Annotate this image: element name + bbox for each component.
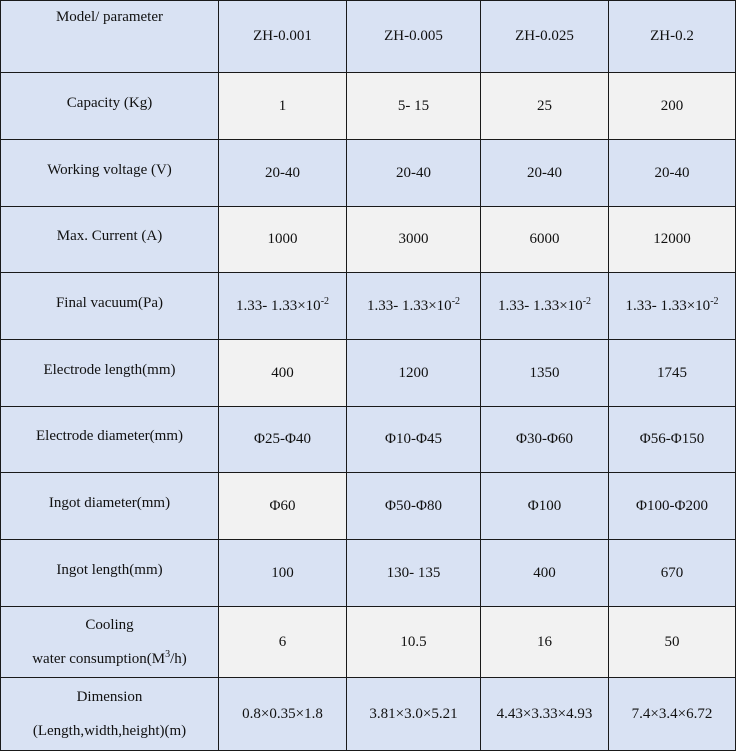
- cell-value: 4.43×3.33×4.93: [496, 705, 593, 722]
- row-label-line1: Dimension: [76, 689, 143, 705]
- row-label: Electrode diameter(mm): [35, 428, 183, 444]
- exponent: -2: [582, 295, 592, 307]
- model-name: ZH-0.005: [384, 28, 443, 44]
- cell-value: 3000: [398, 231, 429, 247]
- exponent: -2: [451, 295, 461, 307]
- value-cell: [481, 473, 609, 540]
- header-model-cell: [219, 1, 347, 73]
- row-label-line1: Cooling: [85, 617, 134, 633]
- cell-value: 20-40: [396, 164, 431, 181]
- cell-value: 10.5: [400, 633, 427, 650]
- value-cell: [609, 140, 736, 207]
- cell-value: 1200: [398, 364, 429, 381]
- value-cell: [609, 207, 736, 273]
- value-cell: [481, 407, 609, 473]
- table-row: [1, 473, 736, 540]
- cell-value: Φ50-Φ80: [385, 497, 442, 514]
- cell-value: 3.81×3.0×5.21: [369, 705, 458, 722]
- row-label-line2: (Length,width,height)(m): [32, 723, 187, 739]
- cell-value: 100: [271, 564, 294, 581]
- value-cell: [219, 473, 347, 540]
- row-label-cell: [1, 678, 219, 751]
- row-label: Max. Current (A): [56, 228, 163, 244]
- header-row: [1, 1, 736, 73]
- row-label-cell: [1, 207, 219, 273]
- value-cell: [481, 340, 609, 407]
- row-label: Ingot length(mm): [56, 561, 163, 578]
- value-cell: [219, 607, 347, 678]
- cell-value: 130- 135: [386, 564, 441, 581]
- value-cell: [347, 140, 481, 207]
- cell-value: 50: [664, 633, 680, 650]
- value-cell: [219, 540, 347, 607]
- value-cell: [347, 407, 481, 473]
- value-cell: [219, 678, 347, 751]
- table-row: [1, 678, 736, 751]
- cell-value: Φ25-Φ40: [254, 431, 311, 447]
- value-cell: [609, 678, 736, 751]
- cell-value: 20-40: [527, 164, 562, 181]
- table-row: [1, 540, 736, 607]
- header-label-cell: [1, 1, 219, 73]
- cell-value: Φ30-Φ60: [516, 431, 573, 447]
- value-cell: [347, 207, 481, 273]
- table-row: [1, 340, 736, 407]
- cell-value: 1000: [267, 231, 298, 247]
- row-label: Electrode length(mm): [43, 361, 176, 378]
- cell-value: 6: [278, 633, 287, 650]
- cell-value: 1745: [657, 364, 687, 381]
- value-cell: [481, 140, 609, 207]
- value-cell: [347, 73, 481, 140]
- model-name: ZH-0.2: [650, 28, 694, 44]
- cell-value: 1350: [529, 364, 560, 381]
- row-label-cell: [1, 73, 219, 140]
- value-cell: [347, 607, 481, 678]
- header-model-cell: [347, 1, 481, 73]
- model-name: ZH-0.025: [515, 28, 574, 44]
- row-label-cell: [1, 140, 219, 207]
- value-cell: [609, 340, 736, 407]
- header-model-cell: [609, 1, 736, 73]
- row-label-line2: water $consumption(M^3/h)$: [32, 649, 187, 667]
- value-cell: [481, 273, 609, 340]
- cell-value: 1.33- 1.33×10: [235, 297, 321, 314]
- cell-value: 200: [660, 97, 684, 114]
- table-row: [1, 207, 736, 273]
- cell-value: Φ10-Φ45: [385, 431, 442, 447]
- value-cell: [481, 540, 609, 607]
- value-cell: [347, 273, 481, 340]
- cell-value: 400: [533, 564, 556, 581]
- value-cell: [219, 273, 347, 340]
- cell-value: 1.33- 1.33×10: [497, 297, 583, 314]
- row-label: Ingot diameter(mm): [48, 494, 171, 511]
- value-cell: [219, 140, 347, 207]
- cell-value: 20-40: [265, 164, 300, 181]
- row-label: Capacity (Kg): [66, 94, 153, 111]
- value-cell: [347, 678, 481, 751]
- cell-value: 5- 15: [397, 97, 430, 114]
- table-row: [1, 73, 736, 140]
- cell-value: Φ60: [269, 497, 296, 514]
- row-label: Working voltage (V): [47, 161, 172, 178]
- cell-value: 12000: [653, 231, 691, 247]
- cell-value: Φ100: [527, 497, 562, 514]
- row-label-cell: [1, 340, 219, 407]
- value-cell: [481, 73, 609, 140]
- value-cell: [219, 207, 347, 273]
- value-cell: [219, 407, 347, 473]
- row-label: Final vacuum(Pa): [55, 294, 164, 311]
- cell-value: 7.4×3.4×6.72: [631, 705, 713, 722]
- cell-value: 0.8×0.35×1.8: [242, 705, 323, 722]
- value-cell: [347, 473, 481, 540]
- table-row: [1, 273, 736, 340]
- value-cell: [219, 340, 347, 407]
- model-name: ZH-0.001: [253, 28, 312, 44]
- cell-value: 670: [660, 564, 684, 581]
- value-cell: [609, 607, 736, 678]
- cell-value: 1.33- 1.33×10: [625, 297, 711, 314]
- row-label-cell: [1, 407, 219, 473]
- table-row: [1, 140, 736, 207]
- cell-value: 16: [537, 633, 552, 650]
- row-label-cell: [1, 540, 219, 607]
- cell-value: 1: [278, 97, 287, 114]
- value-cell: [481, 678, 609, 751]
- row-label-cell: [1, 607, 219, 678]
- exponent: -2: [710, 295, 719, 307]
- row-label-cell: [1, 473, 219, 540]
- value-cell: [481, 607, 609, 678]
- value-cell: [347, 540, 481, 607]
- value-cell: [347, 340, 481, 407]
- exponent: -2: [320, 295, 330, 307]
- header-label: Model/ parameter: [55, 9, 164, 25]
- cell-value: 25: [537, 97, 552, 114]
- header-model-cell: [481, 1, 609, 73]
- value-cell: [609, 473, 736, 540]
- value-cell: [609, 407, 736, 473]
- value-cell: [609, 540, 736, 607]
- cell-value: Φ100-Φ200: [636, 497, 708, 514]
- value-cell: [609, 273, 736, 340]
- table-row: [1, 607, 736, 678]
- value-cell: [219, 73, 347, 140]
- cell-value: 1.33- 1.33×10: [366, 297, 452, 314]
- cell-value: 6000: [529, 231, 560, 247]
- value-cell: [481, 207, 609, 273]
- cell-value: 400: [271, 364, 294, 381]
- table-row: [1, 407, 736, 473]
- value-cell: [609, 73, 736, 140]
- cell-value: 20-40: [654, 164, 690, 181]
- row-label-cell: [1, 273, 219, 340]
- cell-value: Φ56-Φ150: [639, 431, 705, 447]
